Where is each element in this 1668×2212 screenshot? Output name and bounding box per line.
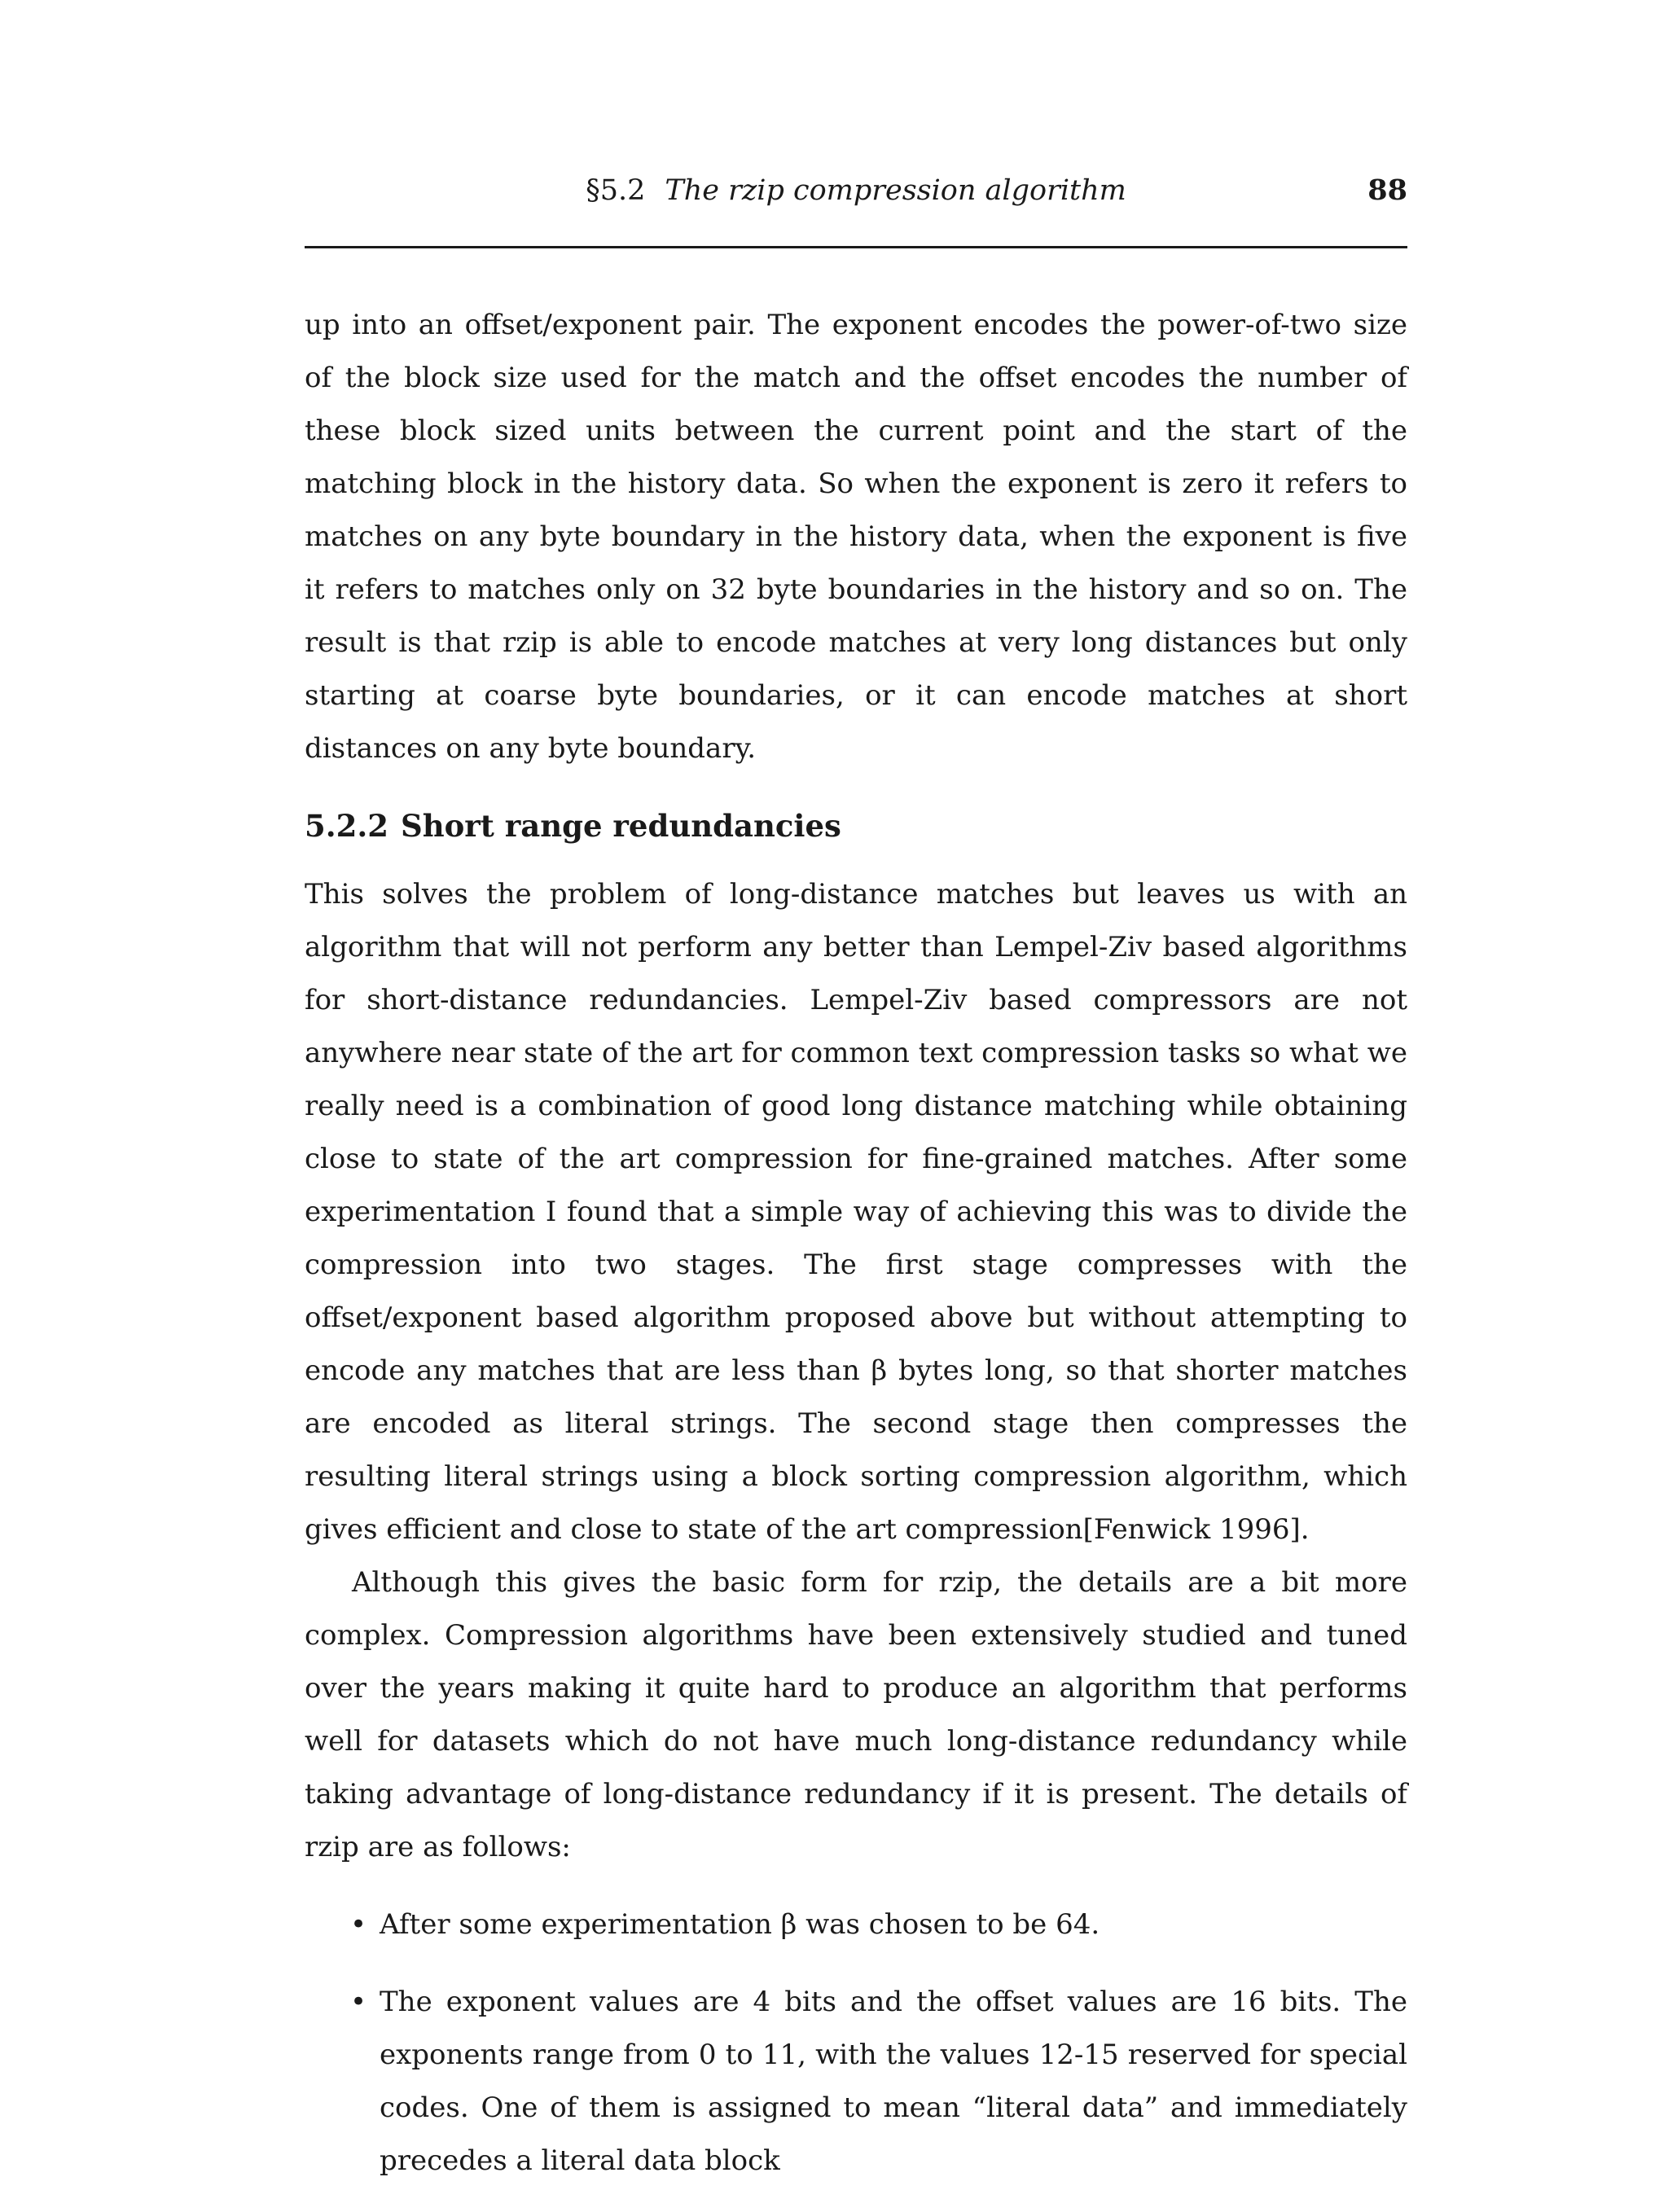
subsection-title: Short range redundancies	[401, 808, 841, 844]
header-rule	[305, 246, 1407, 248]
page-number: 88	[1367, 173, 1407, 207]
section-title: The rzip compression algorithm	[665, 174, 1126, 207]
paragraph-1: up into an offset/exponent pair. The exponent encodes the power-of-two size of the block size used for the match and the offset encodes the number of these block sized units between the current point and the start of the matching block in the history data. So when the exponent is zero it refers to matches on any byte boundary in the history data, when the exponent is five it refers to matches only on 32 byte boundaries in the history and so on. The result is that rzip is able to encode matches at very long distances but only starting at coarse byte boundaries, or it can encode matches at short distances on any byte boundary.	[305, 309, 1407, 765]
bullet-icon: •	[350, 1986, 367, 2018]
paragraph-3: Although this gives the basic form for rzip, the details are a bit more complex. Compression algorithms have been extensively studied and tuned over the years making it quite hard to produce an algorithm that performs well for datasets which do not have much long-distance redundancy while taking advantage of long-distance redundancy if it is present. The details of rzip are as follows:	[305, 1566, 1407, 1863]
section-number: §5.2	[586, 174, 646, 207]
subsection-heading	[305, 801, 1407, 850]
paragraph-2: This solves the problem of long-distance matches but leaves us with an algorithm that will not perform any better than Lempel-Ziv based algorithms for short-distance redundancies. Lempel-Ziv based compressors are not anywhere near state of the art for common text compression tasks so what we really need is a combination of good long distance matching while obtaining close to state of the art compression for fine-grained matches. After some experimentation I found that a simple way of achieving this was to divide the compression into two stages. The first stage compresses with the offset/exponent based algorithm proposed above but without attempting to encode any matches that are less than β bytes long, so that shorter matches are encoded as literal strings. The second stage then compresses the resulting literal strings using a block sorting compression algorithm, which gives efficient and close to state of the art compression[Fenwick 1996].	[305, 878, 1407, 1546]
running-head-section	[305, 168, 1407, 213]
running-head	[305, 168, 1407, 213]
list-item-text: After some experimentation β was chosen to be 64.	[380, 1908, 1100, 1941]
body-text	[305, 299, 1407, 2212]
bullet-list	[305, 1898, 1407, 2188]
list-item	[305, 1976, 1407, 2188]
subsection-number: 5.2.2	[305, 808, 388, 844]
bullet-icon: •	[350, 1908, 367, 1941]
list-item-text: The exponent values are 4 bits and the offset values are 16 bits. The exponents range from 0 to 11, with the values 12-15 reserved for special codes. One of them is assigned to mean “literal data” and immediately precedes a literal data block	[380, 1986, 1407, 2177]
list-item	[305, 1898, 1407, 1951]
